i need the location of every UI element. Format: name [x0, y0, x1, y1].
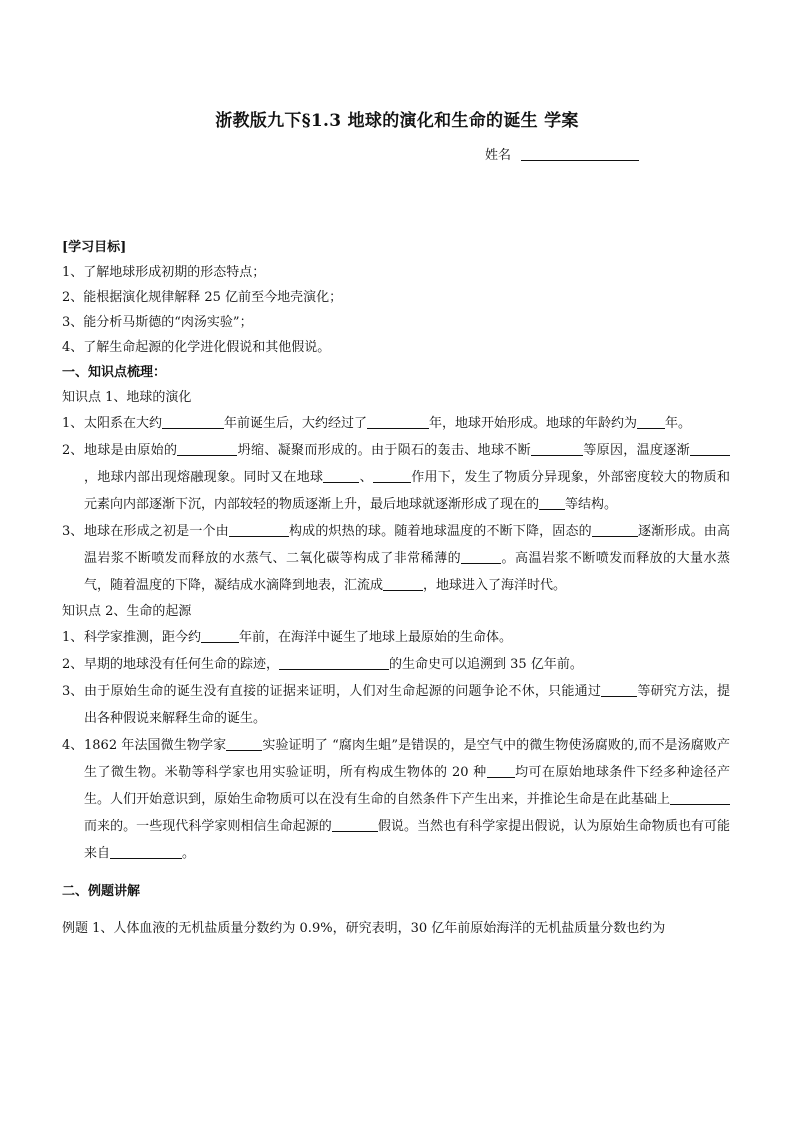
fill-blank[interactable]	[690, 441, 730, 456]
question-text: 由于原始生命的诞生没有直接的证据来证明，人们对生命起源的问题争论不休，只能通过	[84, 684, 602, 699]
name-blank	[521, 147, 639, 161]
question-text: 地球是由原始的	[84, 443, 178, 458]
goals-heading: [学习目标]	[62, 240, 127, 255]
question-text: 年，地球开始形成。地球的年龄约为	[429, 416, 638, 431]
document-body	[62, 235, 730, 941]
question-text: 等结构。	[565, 497, 618, 512]
question-number: 3、	[62, 684, 84, 699]
fill-blank[interactable]	[461, 549, 501, 564]
kp2-question-2	[62, 651, 730, 678]
question-text: 实验证明了 “腐肉生蛆”是错误的，是空气中的微生物使汤腐败的,而不是汤腐败产生了微生物。米勒等科学家也用实验证明，所有构成生物体的 20 种	[84, 738, 730, 780]
question-text: 等原因，温度逐渐	[582, 443, 690, 458]
fill-blank[interactable]	[670, 790, 730, 805]
question-text: 坍缩、凝聚而形成的。由于陨石的轰击、地球不断	[237, 443, 531, 458]
fill-blank[interactable]	[110, 844, 182, 859]
fill-blank[interactable]	[226, 736, 262, 751]
fill-blank[interactable]	[162, 414, 224, 429]
section1-heading: 一、知识点梳理：	[62, 365, 167, 380]
kp1-question-1	[62, 410, 730, 437]
goal-item: 4、了解生命起源的化学进化假说和其他假说。	[62, 340, 331, 355]
question-number: 2、	[62, 443, 84, 458]
fill-blank[interactable]	[367, 414, 429, 429]
question-text: 、	[359, 470, 373, 485]
kp1-question-2	[62, 437, 730, 518]
kp1-title: 知识点 1、地球的演化	[62, 390, 192, 405]
question-text: 科学家推测，距今约	[84, 630, 202, 645]
question-text: ，地球内部出现熔融现象。同时又在地球	[84, 470, 324, 485]
question-number: 2、	[62, 657, 84, 672]
fill-blank[interactable]	[601, 682, 637, 697]
question-number: 3、	[62, 524, 84, 539]
question-text: 构成的炽热的球。随着地球温度的不断下降，固态的	[288, 524, 592, 539]
fill-blank[interactable]	[531, 441, 583, 456]
question-text: 。高温岩浆不断喷发而释放的大量水蒸气，随着温度的下降，凝结成水滴降到地表，汇流成	[84, 551, 730, 593]
fill-blank[interactable]	[592, 522, 638, 537]
question-text: 地球在形成之初是一个由	[84, 524, 229, 539]
fill-blank[interactable]	[487, 763, 515, 778]
fill-blank[interactable]	[201, 628, 239, 643]
question-text: 年前，在海洋中诞生了地球上最原始的生命体。	[239, 630, 513, 645]
question-text: 假说。当然也有科学家提出假说，认为原始生命物质也有可能来自	[84, 819, 730, 861]
question-text: 年。	[665, 416, 692, 431]
kp2-question-1	[62, 624, 730, 651]
question-text: 1862 年法国微生物学家	[84, 738, 227, 753]
fill-blank[interactable]	[229, 522, 289, 537]
question-text: 早期的地球没有任何生命的踪迹，	[84, 657, 280, 672]
question-text: 逐渐形成。由高温岩浆不断喷发而释放的水蒸气、二氧化碳等构成了非常稀薄的	[84, 524, 730, 566]
question-text: 的生命史可以追溯到 35 亿年前。	[389, 657, 583, 672]
question-text: 而来的。一些现代科学家则相信生命起源的	[84, 819, 332, 834]
goal-item: 2、能根据演化规律解释 25 亿前至今地壳演化；	[62, 290, 343, 305]
name-field-row	[485, 144, 639, 163]
question-text: 等研究方法，提出各种假说来解释生命的诞生。	[84, 684, 730, 726]
question-text: 年前诞生后，大约经过了	[224, 416, 368, 431]
fill-blank[interactable]	[539, 495, 565, 510]
goal-item: 1、了解地球形成初期的形态特点；	[62, 265, 266, 280]
question-text: 太阳系在大约	[84, 416, 163, 431]
page-title: 浙教版九下§1.3 地球的演化和生命的诞生 学案	[215, 111, 579, 131]
question-text: 作用下，发生了物质分异现象，外部密度较大的物质和元素向内部逐渐下沉，内部较轻的物质逐渐上升，最后地球就逐渐形成了现在的	[84, 470, 730, 512]
question-text: 。	[182, 846, 196, 861]
fill-blank[interactable]	[323, 468, 359, 483]
kp1-question-3	[62, 518, 730, 599]
section2-heading: 二、例题讲解	[62, 884, 141, 899]
example-1: 例题 1、人体血液的无机盐质量分数约为 0.9%，研究表明，30 亿年前原始海洋的无机盐质量分数也约为	[62, 921, 666, 936]
question-number: 1、	[62, 630, 84, 645]
fill-blank[interactable]	[332, 817, 378, 832]
goal-item: 3、能分析马斯德的“肉汤实验”；	[62, 315, 253, 330]
question-number: 1、	[62, 416, 84, 431]
kp2-question-3	[62, 678, 730, 732]
question-text: ，地球进入了海洋时代。	[423, 578, 567, 593]
question-text: 均可在原始地球条件下经多种途径产生。人们开始意识到，原始生命物质可以在没有生命的自然条件下产生出来，并推论生命是在此基础上	[84, 765, 730, 807]
name-label: 姓名	[485, 148, 512, 163]
fill-blank[interactable]	[383, 576, 423, 591]
kp2-title: 知识点 2、生命的起源	[62, 604, 192, 619]
kp2-question-4	[62, 732, 730, 867]
fill-blank[interactable]	[637, 414, 665, 429]
fill-blank[interactable]	[279, 655, 389, 670]
fill-blank[interactable]	[177, 441, 237, 456]
question-number: 4、	[62, 738, 84, 753]
fill-blank[interactable]	[373, 468, 411, 483]
